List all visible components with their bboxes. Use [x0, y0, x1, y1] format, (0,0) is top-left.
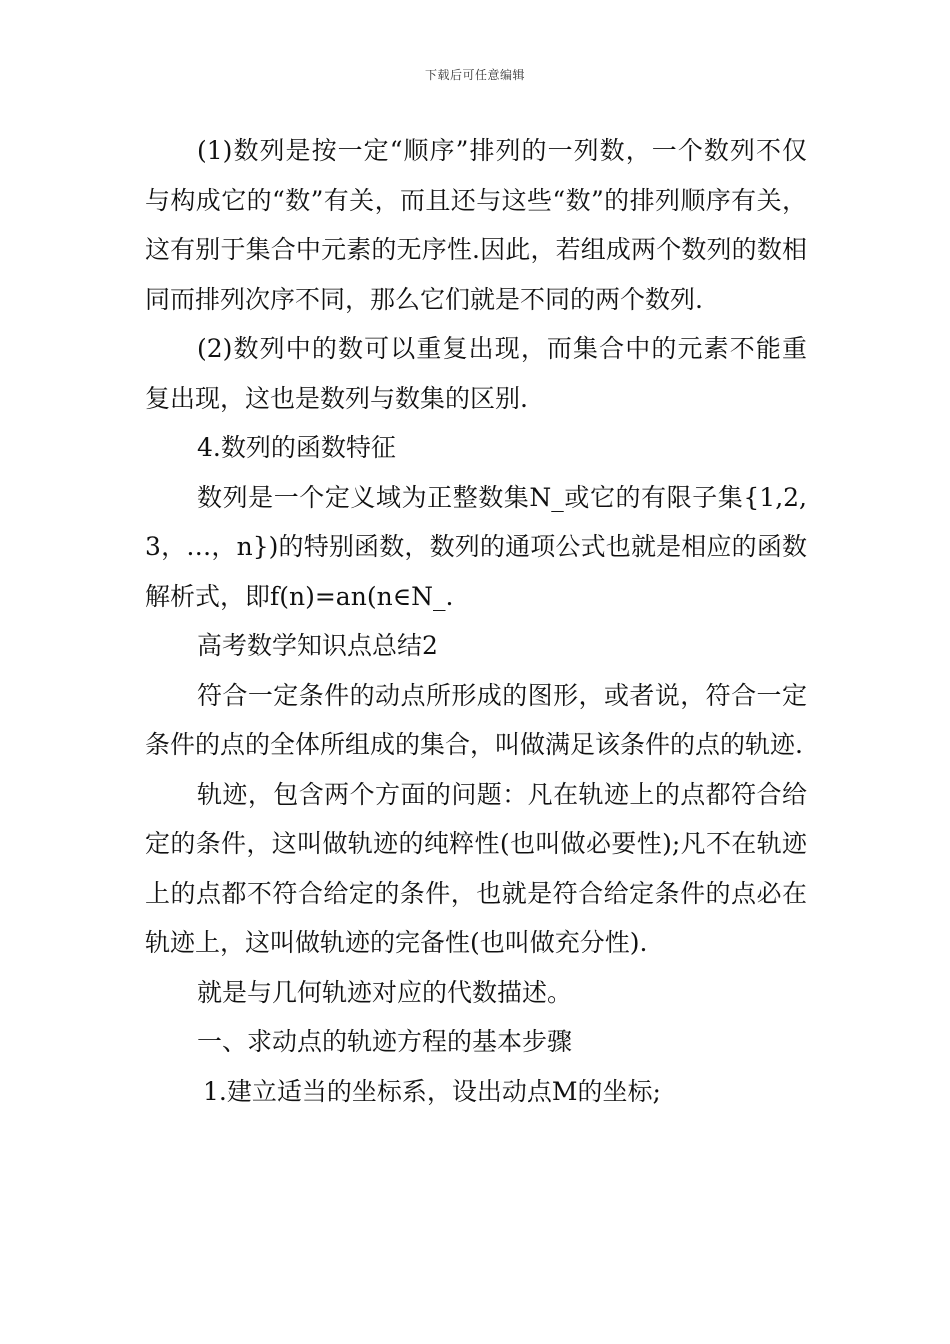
step-item-1: 1.建立适当的坐标系，设出动点M的坐标;: [203, 1076, 661, 1106]
section-heading-function-features: 4.数列的函数特征: [197, 433, 396, 462]
header-note: 下载后可任意编辑: [424, 68, 525, 82]
paragraph-sequence-order: (1)数列是按一定“顺序”排列的一列数，一个数列不仅与构成它的“数”有关，而且还与这些“数”的排列顺序有关，这有别于集合中元素的无序性.因此，若组成两个数列的数相同而排列次序不同，那么它们就是不同的两个数列.: [145, 136, 807, 314]
paragraph-sequence-repeat: (2)数列中的数可以重复出现，而集合中的元素不能重复出现，这也是数列与数集的区别.: [145, 334, 807, 413]
section-heading-basic-steps: 一、求动点的轨迹方程的基本步骤: [197, 1027, 573, 1056]
paragraph-function-definition: 数列是一个定义域为正整数集N_或它的有限子集{1,2,3，…，n})的特别函数，数列的通项公式也就是相应的函数解析式，即f(n)=an(n∈N_.: [145, 482, 807, 611]
section-heading-summary-2: 高考数学知识点总结2: [197, 631, 438, 660]
document-body: [145, 126, 807, 1116]
paragraph-locus-properties: 轨迹，包含两个方面的问题：凡在轨迹上的点都符合给定的条件，这叫做轨迹的纯粹性(也叫做必要性);凡不在轨迹上的点都不符合给定的条件，也就是符合给定条件的点必在轨迹上，这叫做轨迹的完备性(也叫做充分性).: [145, 779, 807, 957]
paragraph-locus-definition: 符合一定条件的动点所形成的图形，或者说，符合一定条件的点的全体所组成的集合，叫做满足该条件的点的轨迹.: [145, 680, 807, 759]
paragraph-algebraic-description: 就是与几何轨迹对应的代数描述。: [197, 977, 573, 1007]
